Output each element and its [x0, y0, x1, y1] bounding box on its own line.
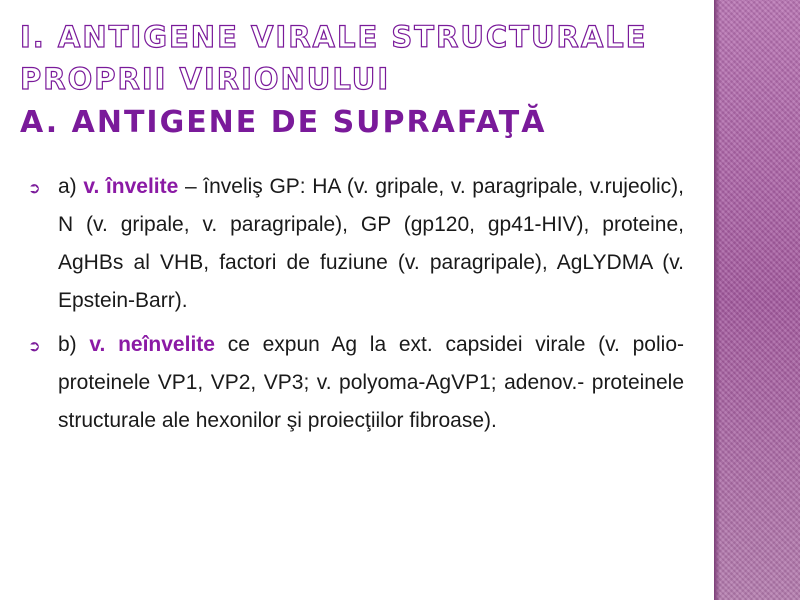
list-item — [28, 326, 684, 440]
item-text: ce expun Ag la ext. capsidei virale (v. polio- proteinele VP1, VP2, VP3; v. polyoma-AgVP1; adenov.- proteinele structurale ale hexonilor şi proiecţiilor fibroase). — [58, 333, 684, 432]
decorative-side-band — [714, 0, 800, 600]
slide-subtitle: A. ANTIGENE DE SUPRAFAŢĂ — [20, 105, 547, 140]
item-term: v. neînvelite — [89, 333, 215, 356]
title-line-2: PROPRII VIRIONULUI — [20, 62, 391, 96]
slide-title — [20, 16, 710, 146]
list-item — [28, 168, 684, 320]
item-lead: b) — [58, 333, 90, 356]
item-lead: a) — [58, 175, 84, 198]
arrow-bullet-icon: ➲ — [28, 337, 41, 355]
title-line-1: I. ANTIGENE VIRALE STRUCTURALE — [20, 20, 648, 54]
item-text: – înveliş GP: HA (v. gripale, v. paragripale, v.rujeolic), N (v. gripale, v. paragripale), GP (gp120, gp41-HIV), proteine, AgHBs al VHB, factori de fuziune (v. paragripale), AgLYDMA (v. Epstein-Barr). — [58, 175, 684, 312]
item-term: v. învelite — [83, 175, 179, 198]
bullet-list — [28, 168, 684, 446]
arrow-bullet-icon: ➲ — [28, 179, 41, 197]
